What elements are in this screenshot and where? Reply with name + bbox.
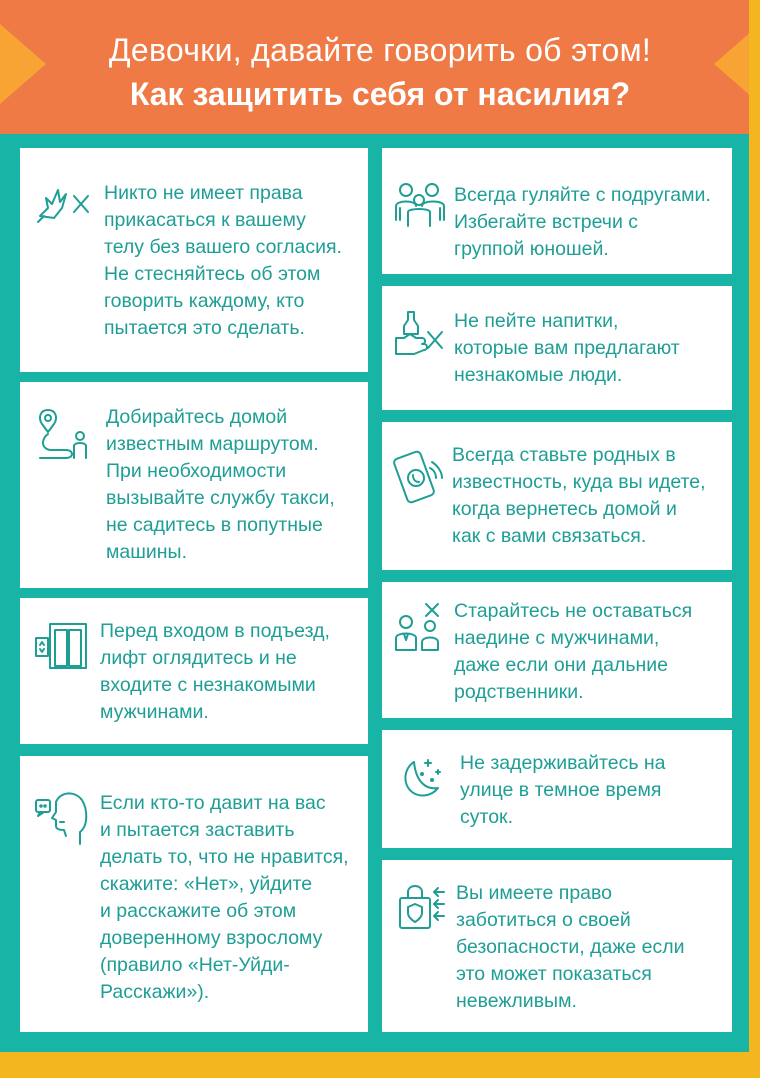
tip-card-say-no xyxy=(20,756,368,1032)
tip-card-entrance xyxy=(20,598,368,744)
yellow-border-bottom xyxy=(0,1052,760,1078)
shield-lock-icon xyxy=(396,882,448,932)
route-icon xyxy=(36,406,94,464)
tip-text: Не задерживайтесь на улице в темное время суток. xyxy=(460,752,666,828)
tip-text: Старайтесь не оставаться наедине с мужчинами, даже если они дальние родственники. xyxy=(454,600,693,703)
tip-text: Перед входом в подъезд, лифт оглядитесь и не входите с незнакомыми мужчинами. xyxy=(100,620,330,723)
tip-text: Добирайтесь домой известным маршрутом. При необходимости вызывайте службу такси, не садитесь в попутные машины. xyxy=(106,406,335,563)
tip-text: Всегда гуляйте с подругами. Избегайте встречи с группой юношей. xyxy=(454,184,711,260)
man-woman-icon xyxy=(394,600,444,652)
tip-card-night xyxy=(382,730,732,848)
yellow-border-right xyxy=(749,0,760,1078)
page-subtitle: Как защитить себя от насилия? xyxy=(129,76,631,112)
tip-card-consent xyxy=(20,148,368,372)
page-title: Девочки, давайте говорить об этом! xyxy=(108,32,652,68)
tip-text: Не пейте напитки, которые вам предлагают незнакомые люди. xyxy=(454,310,680,386)
phone-call-icon xyxy=(390,448,446,508)
moon-stars-icon xyxy=(398,754,448,804)
tip-card-relatives xyxy=(382,582,732,718)
tip-card-inform-family xyxy=(382,422,732,570)
tip-card-drinks xyxy=(382,286,732,410)
elevator-icon xyxy=(34,618,90,674)
no-drinks-icon xyxy=(392,310,448,356)
tip-card-route xyxy=(20,382,368,588)
tip-text: Всегда ставьте родных в известность, куда вы идете, когда вернетесь домой и как с вами связаться. xyxy=(452,444,706,547)
tip-card-friends xyxy=(382,148,732,274)
speaking-head-icon xyxy=(34,786,96,846)
tip-text: Никто не имеет права прикасаться к вашему телу без вашего согласия. Не стесняйтесь об этом говорить каждому, кто пытается это сделать. xyxy=(104,182,342,339)
tip-card-safety-right xyxy=(382,860,732,1032)
friends-group-icon xyxy=(394,180,446,228)
hand-stop-icon xyxy=(34,184,96,228)
tip-text: Вы имеете право заботиться о своей безопасности, даже если это может показаться невежливым. xyxy=(456,882,685,1012)
header-banner xyxy=(0,0,760,134)
tip-text: Если кто-то давит на вас и пытается заставить делать то, что не нравится, скажите: «Нет», уйдите и расскажите об этом доверенному взрослому (правило «Нет-Уйди- Расскажи»). xyxy=(100,792,349,1003)
